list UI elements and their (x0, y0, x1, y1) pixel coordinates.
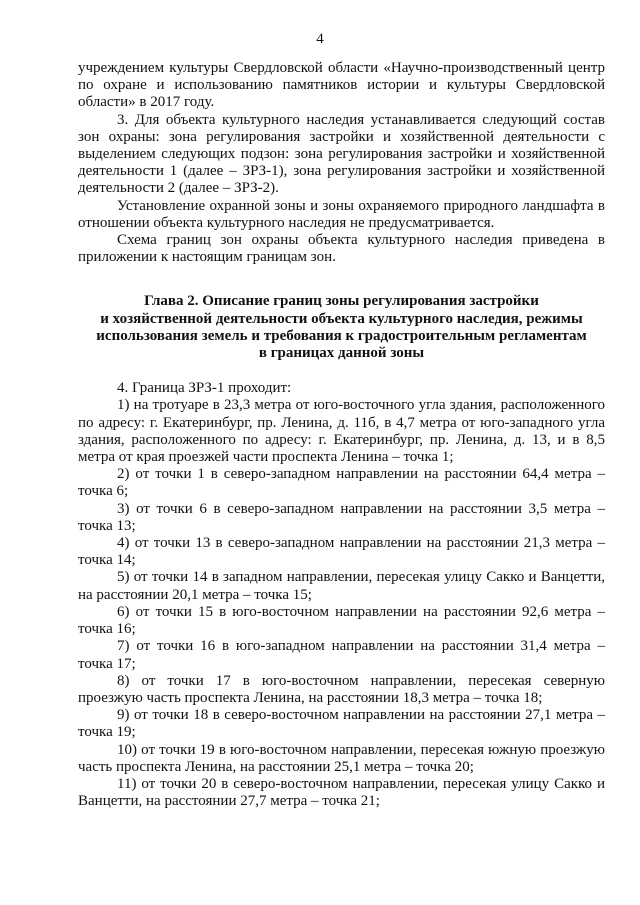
boundary-point-item: 4) от точки 13 в северо-западном направлении на расстоянии 21,3 метра – точка 14; (78, 535, 605, 569)
boundary-point-item: 6) от точки 15 в юго-восточном направлении на расстоянии 92,6 метра – точка 16; (78, 603, 605, 638)
chapter-heading-line: в границах данной зоны (258, 345, 425, 362)
boundary-point-item: 5) от точки 14 в западном направлении, пересекая улицу Сакко и Ванцетти, на расстоянии 20,1 метра – точка 15; (78, 569, 605, 603)
chapter-heading-line: и хозяйственной деятельности объекта культурного наследия, режимы (100, 310, 583, 327)
boundary-point-item: 10) от точки 19 в юго-восточном направлении, пересекая южную проезжую часть проспекта Ленина, на расстоянии 25,1 метра – точка 20; (78, 741, 605, 775)
boundary-point-item: 1) на тротуаре в 23,3 метра от юго-восточного угла здания, расположенного по адресу: г. Екатеринбург, пр. Ленина, д. 11б, в 4,7 метра от юго-западного угла здания, расположенного по адресу: г. Екатеринбург, пр. Ленина, д. 13, и в 8,5 метра от края проезжей части проспекта Ленина – точка 1; (78, 397, 605, 466)
boundary-point-item: 8) от точки 17 в юго-восточном направлении, пересекая северную проезжую часть проспекта Ленина, на расстоянии 18,3 метра – точка 18; (78, 672, 605, 706)
chapter-heading (78, 293, 605, 362)
intro-paragraph-continuation: учреждением культуры Свердловской области «Научно-производственный центр по охране и использованию памятников истории и культуры Свердловской области» в 2017 году. (78, 60, 605, 111)
boundary-point-item: 2) от точки 1 в северо-западном направлении на расстоянии 64,4 метра – точка 6; (78, 466, 605, 500)
intro-paragraph-scheme: Схема границ зон охраны объекта культурного наследия приведена в приложении к настоящим границам зон. (78, 232, 605, 266)
boundary-point-item: 9) от точки 18 в северо-восточном направлении на расстоянии 27,1 метра – точка 19; (78, 707, 605, 741)
chapter-heading-line: Глава 2. Описание границ зоны регулирования застройки (144, 293, 539, 310)
section-intro: 4. Граница ЗРЗ-1 проходит: (117, 380, 292, 397)
document-body (78, 60, 605, 810)
page-number: 4 (316, 31, 324, 47)
boundary-point-item: 11) от точки 20 в северо-восточном направлении, пересекая улицу Сакко и Ванцетти, на расстоянии 27,7 метра – точка 21; (78, 775, 605, 810)
chapter-heading-line: использования земель и требования к градостроительным регламентам (96, 327, 587, 344)
boundary-point-item: 7) от точки 16 в юго-западном направлении на расстоянии 31,4 метра – точка 17; (78, 638, 605, 672)
intro-paragraph-protection-zones: 3. Для объекта культурного наследия устанавливается следующий состав зон охраны: зона регулирования застройки и хозяйственной деятельности с выделением следующих подзон: зона регулирования застройки и хозяйственной деятельности 1 (далее – ЗРЗ-1), зона регулирования застройки и хозяйственной деятельности 2 (далее – ЗРЗ-2). (78, 111, 605, 197)
intro-paragraph-landscape-zone: Установление охранной зоны и зоны охраняемого природного ландшафта в отношении объекта культурного наследия не предусматривается. (78, 197, 605, 231)
boundary-point-item: 3) от точки 6 в северо-западном направлении на расстоянии 3,5 метра – точка 13; (78, 500, 605, 534)
